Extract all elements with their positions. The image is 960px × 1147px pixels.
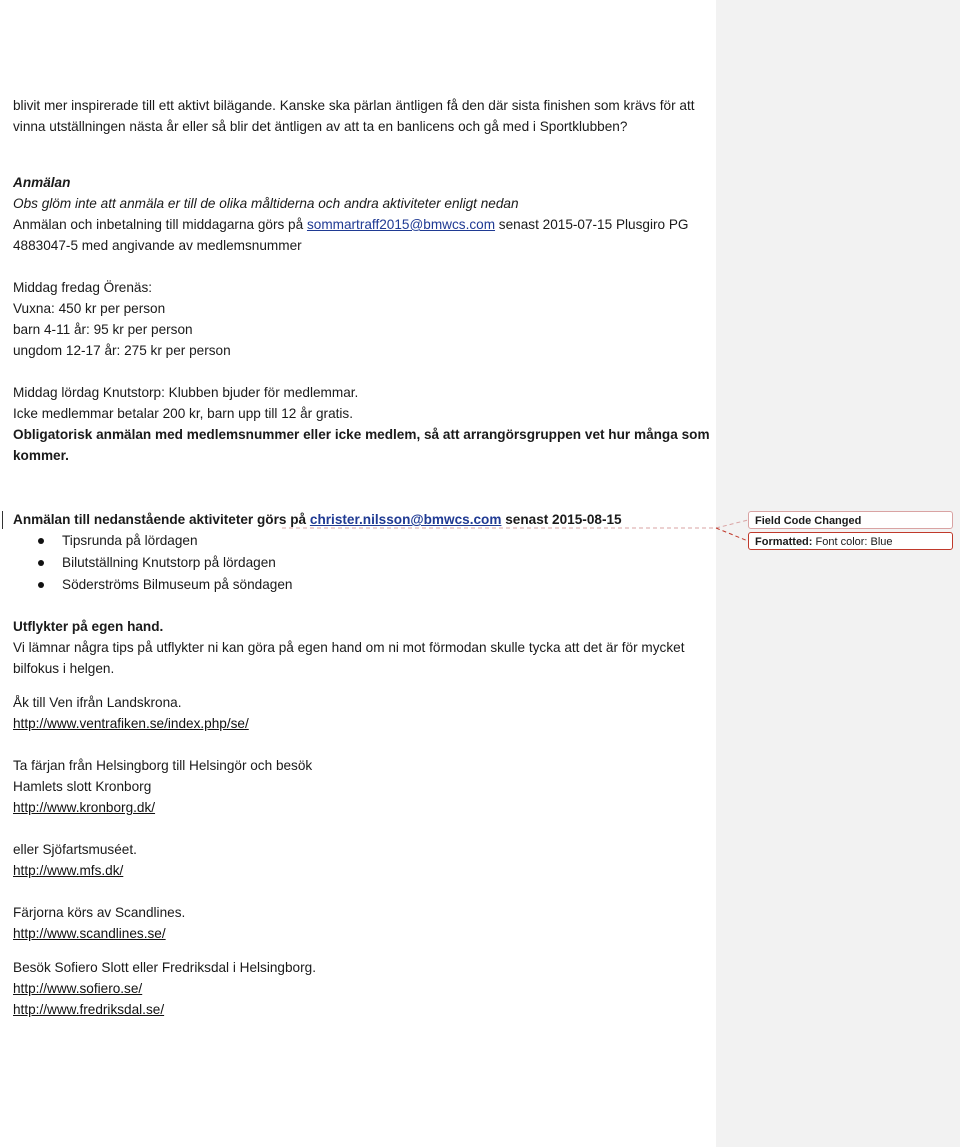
saturday-line-2: Icke medlemmar betalar 200 kr, barn upp till 12 år gratis. — [13, 406, 354, 421]
excursions-line-1: Vi lämnar några tips på utflykter ni kan göra på egen hand om ni mot förmodan skulle tycka att det är för mycket — [13, 640, 685, 655]
ven-link[interactable]: http://www.ventrafiken.se/index.php/se/ — [13, 716, 249, 731]
ferry-line-2: Hamlets slott Kronborg — [13, 779, 152, 794]
field-code-label: Field Code Changed — [755, 515, 862, 527]
kronborg-link[interactable]: http://www.kronborg.dk/ — [13, 800, 156, 815]
intro-line-2: vinna utställningen nästa år eller så blir det äntligen av att ta en banlicens och gå med i Sportklubben? — [13, 119, 628, 134]
fredriksdal-link[interactable]: http://www.fredriksdal.se/ — [13, 1002, 165, 1017]
excursions-line-2: bilfokus i helgen. — [13, 661, 115, 676]
activity-item: Bilutställning Knutstorp på lördagen — [62, 555, 276, 570]
field-code-balloon[interactable] — [748, 511, 953, 529]
saturday-bold-1: Obligatorisk anmälan med medlemsnummer eller icke medlem, så att arrangörsgruppen vet hur många som — [13, 427, 710, 442]
anmalan-suffix: senast 2015-07-15 Plusgiro PG — [495, 217, 689, 232]
anmalan-line-2: 4883047-5 med angivande av medlemsnummer — [13, 238, 302, 253]
friday-youth: ungdom 12-17 år: 275 kr per person — [13, 343, 231, 358]
email-link-activities[interactable]: christer.nilsson@bmwcs.com — [309, 512, 502, 527]
activities-prefix: Anmälan till nedanstående aktiviteter görs på — [13, 512, 310, 527]
email-link-meals[interactable]: sommartraff2015@bmwcs.com — [306, 217, 496, 232]
friday-child: barn 4-11 år: 95 kr per person — [13, 322, 193, 337]
formatted-value: Font color: Blue — [812, 536, 893, 548]
ferry-line-1: Ta färjan från Helsingborg till Helsingör och besök — [13, 758, 313, 773]
anmalan-heading: Anmälan — [13, 175, 71, 190]
ven-text: Åk till Ven ifrån Landskrona. — [13, 695, 182, 710]
scandlines-text: Färjorna körs av Scandlines. — [13, 905, 186, 920]
formatted-balloon[interactable] — [748, 532, 953, 550]
mfs-link[interactable]: http://www.mfs.dk/ — [13, 863, 124, 878]
activity-item: Söderströms Bilmuseum på söndagen — [62, 577, 293, 592]
sofiero-text: Besök Sofiero Slott eller Fredriksdal i Helsingborg. — [13, 960, 316, 975]
activities-suffix: senast 2015-08-15 — [501, 512, 622, 527]
anmalan-prefix: Anmälan och inbetalning till middagarna görs på — [13, 217, 307, 232]
anmalan-note: Obs glöm inte att anmäla er till de olika måltiderna och andra aktiviteter enligt nedan — [13, 196, 519, 211]
formatted-label: Formatted: — [755, 536, 813, 548]
scandlines-link[interactable]: http://www.scandlines.se/ — [13, 926, 166, 941]
saturday-bold-2: kommer. — [13, 448, 69, 463]
friday-adult: Vuxna: 450 kr per person — [13, 301, 166, 316]
friday-title: Middag fredag Örenäs: — [13, 280, 153, 295]
activity-item: Tipsrunda på lördagen — [62, 533, 198, 548]
excursions-heading: Utflykter på egen hand. — [13, 619, 164, 634]
sofiero-link[interactable]: http://www.sofiero.se/ — [13, 981, 143, 996]
intro-line-1: blivit mer inspirerade till ett aktivt bilägande. Kanske ska pärlan äntligen få den där sista finishen som krävs för att — [13, 98, 695, 113]
saturday-line-1: Middag lördag Knutstorp: Klubben bjuder för medlemmar. — [13, 385, 359, 400]
maritime-text: eller Sjöfartsmuséet. — [13, 842, 137, 857]
